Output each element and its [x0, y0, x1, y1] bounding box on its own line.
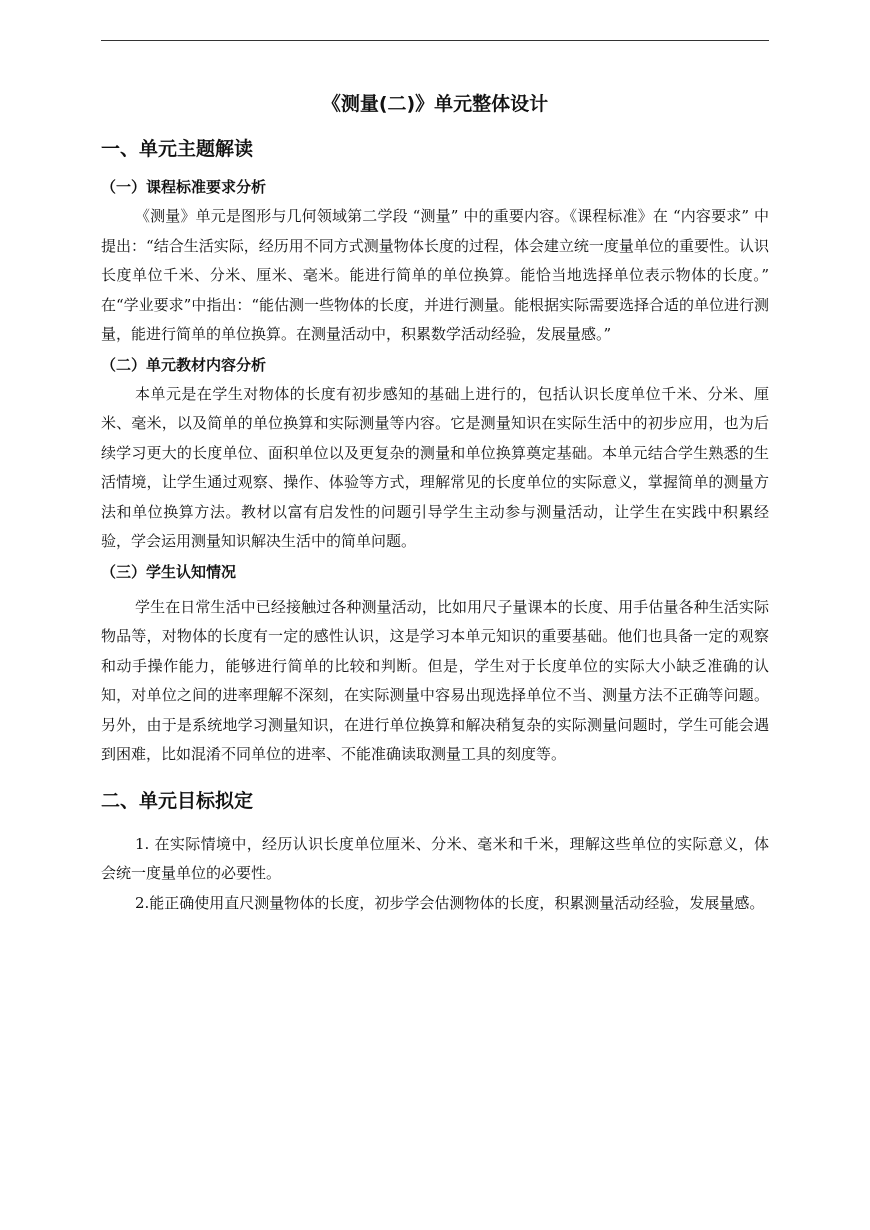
section-heading-goals: 二、单元目标拟定 [101, 789, 254, 812]
section-heading-theme: 一、单元主题解读 [101, 138, 254, 160]
goal-item-1: 1. 在实际情境中，经历认识长度单位厘米、分米、毫米和千米，理解这些单位的实际意义，体会统一度量单位的必要性。 [101, 834, 769, 882]
subsection-heading-textbook: （二）单元教材内容分析 [101, 355, 267, 374]
paragraph-textbook: 本单元是在学生对物体的长度有初步感知的基础上进行的，包括认识长度单位千米、分米、厘米、毫米，以及简单的单位换算和实际测量等内容。它是测量知识在实际生活中的初步应用，也为后续学习更大的长度单位、面积单位以及更复杂的测量和单位换算奠定基础。本单元结合学生熟悉的生活情境，让学生通过观察、操作、体验等方式，理解常见的长度单位的实际意义，掌握简单的测量方法和单位换算方法。教材以富有启发性的问题引导学生主动参与测量活动，让学生在实践中积累经验，学会运用测量知识解决生活中的简单问题。 [101, 384, 769, 550]
paragraph-cognition: 学生在日常生活中已经接触过各种测量活动，比如用尺子量课本的长度、用手估量各种生活实际物品等，对物体的长度有一定的感性认识，这是学习本单元知识的重要基础。他们也具备一定的观察和动手操作能力，能够进行简单的比较和判断。但是，学生对于长度单位的实际大小缺乏准确的认知，对单位之间的进率理解不深刻，在实际测量中容易出现选择单位不当、测量方法不正确等问题。另外，由于是系统地学习测量知识，在进行单位换算和解决稍复杂的实际测量问题时，学生可能会遇到困难，比如混淆不同单位的进率、不能准确读取测量工具的刻度等。 [101, 597, 769, 763]
subsection-heading-cognition: （三）学生认知情况 [101, 562, 237, 581]
subsection-heading-curriculum: （一）课程标准要求分析 [101, 178, 267, 196]
paragraph-curriculum: 《测量》单元是图形与几何领域第二学段 “测量” 中的重要内容。《课程标准》在 “内容要求” 中提出：“结合生活实际，经历用不同方式测量物体长度的过程，体会建立统一度量单位的重要性。认识长度单位千米、分米、厘米、毫米。能进行简单的单位换算。能恰当地选择单位表示物体的长度。” 在“学业要求”中指出：“能估测一些物体的长度，并进行测量。能根据实际需要选择合适的单位进行测量，能进行简单的单位换算。在测量活动中，积累数学活动经验，发展量感。” [101, 207, 770, 343]
goal-item-2: 2.能正确使用直尺测量物体的长度，初步学会估测物体的长度，积累测量活动经验，发展量感。 [135, 893, 765, 912]
document-page [101, 86, 769, 918]
document-title: 《测量(二)》单元整体设计 [321, 93, 549, 115]
header-rule [101, 40, 769, 41]
